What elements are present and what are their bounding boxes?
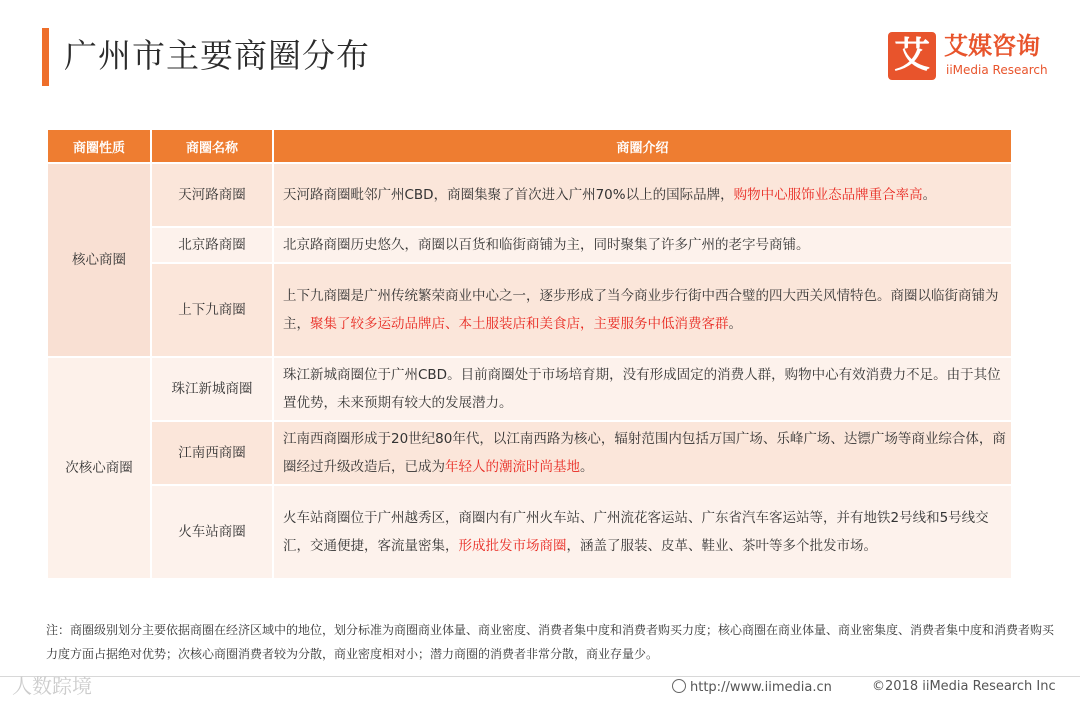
table-header-row: [47, 129, 1012, 163]
logo-english-name: iiMedia Research: [946, 63, 1048, 77]
highlight-text: 形成批发市场商圈: [458, 538, 567, 554]
title-accent-bar: [42, 28, 49, 86]
watermark: 人数踪境: [12, 674, 92, 698]
table-row: [47, 421, 1012, 485]
district-description: 上下九商圈是广州传统繁荣商业中心之一，逐步形成了当今商业步行街中西合璧的四大西关风情特色。商圈以临街商铺为主，聚集了较多运动品牌店、本土服装店和美食店，主要服务中低消费客群。: [273, 263, 1012, 357]
district-description: 江南西商圈形成于20世纪80年代，以江南西路为核心，辐射范围内包括万国广场、乐峰广场、达镖广场等商业综合体，商圈经过升级改造后，已成为年轻人的潮流时尚基地。: [273, 421, 1012, 485]
header-category: 商圈性质: [47, 129, 151, 163]
header-name: 商圈名称: [151, 129, 273, 163]
logo-chinese-name: 艾媒咨询: [944, 32, 1040, 60]
table-row: [47, 227, 1012, 263]
footnote: 注：商圈级别划分主要依据商圈在经济区域中的地位，划分标准为商圈商业体量、商业密度、消费者集中度和消费者购买力度；核心商圈在商业体量、商业密集度、消费者集中度和消费者购买力度方面占据绝对优势；次核心商圈消费者较为分散，商业密度相对小；潜力商圈的消费者非常分散，商业存量少。: [46, 623, 1055, 661]
footer-website: [672, 679, 832, 695]
logo-mark-icon: 艾: [888, 32, 936, 80]
iimedia-logo: [888, 32, 1064, 82]
district-name: 上下九商圈: [151, 263, 273, 357]
globe-icon: [672, 679, 686, 693]
page-title: 广州市主要商圈分布: [64, 36, 370, 75]
footer-divider: [0, 676, 1080, 677]
district-name: 火车站商圈: [151, 485, 273, 579]
district-description: 北京路商圈历史悠久，商圈以百货和临街商铺为主，同时聚集了许多广州的老字号商铺。: [273, 227, 1012, 263]
district-description: 珠江新城商圈位于广州CBD。目前商圈处于市场培育期，没有形成固定的消费人群，购物中心有效消费力不足。由于其位置优势，未来预期有较大的发展潜力。: [273, 357, 1012, 421]
footer-copyright: ©2018 iiMedia Research Inc: [872, 679, 1056, 694]
district-description: 火车站商圈位于广州越秀区，商圈内有广州火车站、广州流花客运站、广东省汽车客运站等，并有地铁2号线和5号线交汇，交通便捷，客流量密集，形成批发市场商圈，涵盖了服装、皮革、鞋业、茶叶等多个批发市场。: [273, 485, 1012, 579]
footer-url-text: http://www.iimedia.cn: [690, 680, 832, 695]
district-name: 江南西商圈: [151, 421, 273, 485]
highlight-text: 聚集了较多运动品牌店、本土服装店和美食店，主要服务中低消费客群: [310, 316, 729, 332]
table-row: [47, 263, 1012, 357]
highlight-text: 购物中心服饰业态品牌重合率高: [733, 187, 923, 203]
table-row: [47, 485, 1012, 579]
category-cell: 核心商圈: [47, 163, 151, 357]
table-row: [47, 357, 1012, 421]
district-name: 北京路商圈: [151, 227, 273, 263]
header-intro: 商圈介绍: [273, 129, 1012, 163]
district-name: 天河路商圈: [151, 163, 273, 227]
highlight-text: 年轻人的潮流时尚基地: [445, 459, 580, 475]
district-name: 珠江新城商圈: [151, 357, 273, 421]
category-cell: 次核心商圈: [47, 357, 151, 579]
business-district-table: [46, 128, 1013, 580]
table-row: [47, 163, 1012, 227]
district-description: 天河路商圈毗邻广州CBD，商圈集聚了首次进入广州70%以上的国际品牌，购物中心服饰业态品牌重合率高。: [273, 163, 1012, 227]
